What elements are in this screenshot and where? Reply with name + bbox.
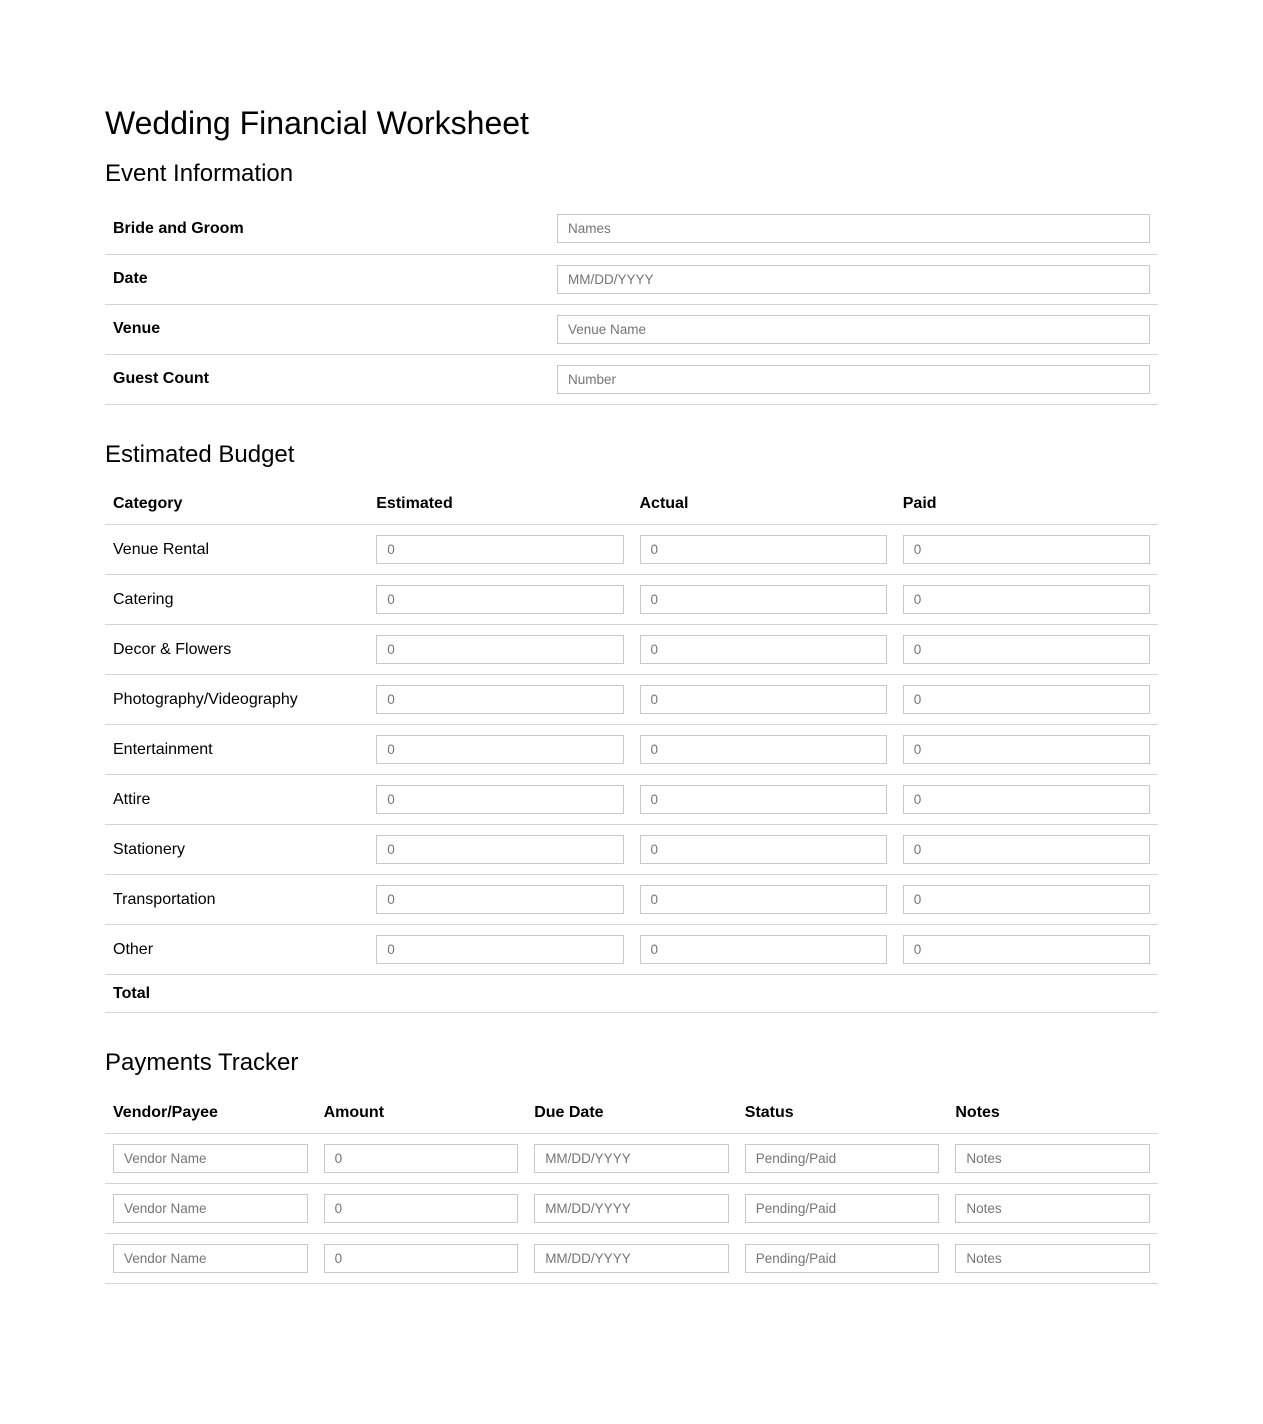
budget-row [105, 675, 1158, 725]
date-label: Date [105, 254, 549, 304]
budget-row [105, 775, 1158, 825]
photography-videography-actual-input[interactable] [640, 685, 887, 714]
entertainment-actual-input[interactable] [640, 735, 887, 764]
payments-tracker-table [105, 1093, 1158, 1284]
attire-paid-input[interactable] [903, 785, 1150, 814]
budget-total-label: Total [105, 975, 368, 1013]
payments-col-status: Status [737, 1093, 948, 1133]
budget-category-label: Photography/Videography [105, 675, 368, 725]
budget-row [105, 925, 1158, 975]
budget-total-row [105, 975, 1158, 1013]
payments-col-vendor: Vendor/Payee [105, 1093, 316, 1133]
budget-category-label: Entertainment [105, 725, 368, 775]
budget-row [105, 525, 1158, 575]
budget-total-cell [895, 975, 1158, 1013]
other-paid-input[interactable] [903, 935, 1150, 964]
budget-total-cell [632, 975, 895, 1013]
photography-videography-estimated-input[interactable] [376, 685, 623, 714]
stationery-paid-input[interactable] [903, 835, 1150, 864]
payments-col-due-date: Due Date [526, 1093, 737, 1133]
budget-row [105, 575, 1158, 625]
transportation-actual-input[interactable] [640, 885, 887, 914]
budget-category-label: Attire [105, 775, 368, 825]
payment-notes-input[interactable] [955, 1144, 1150, 1173]
decor-flowers-paid-input[interactable] [903, 635, 1150, 664]
event-information-heading: Event Information [105, 160, 294, 187]
payment-due-date-input[interactable] [534, 1144, 729, 1173]
transportation-paid-input[interactable] [903, 885, 1150, 914]
entertainment-estimated-input[interactable] [376, 735, 623, 764]
payment-due-date-input[interactable] [534, 1194, 729, 1223]
budget-category-label: Catering [105, 575, 368, 625]
payment-amount-input[interactable] [324, 1244, 519, 1273]
venue-rental-paid-input[interactable] [903, 535, 1150, 564]
payments-col-notes: Notes [947, 1093, 1158, 1133]
venue-rental-estimated-input[interactable] [376, 535, 623, 564]
payments-tracker-heading: Payments Tracker [105, 1049, 299, 1076]
budget-header-row [105, 485, 1158, 525]
bride-groom-label: Bride and Groom [105, 204, 549, 254]
payment-row [105, 1133, 1158, 1183]
guest-count-input[interactable] [557, 365, 1150, 394]
catering-paid-input[interactable] [903, 585, 1150, 614]
venue-rental-actual-input[interactable] [640, 535, 887, 564]
date-input[interactable] [557, 265, 1150, 294]
payment-vendor-input[interactable] [113, 1194, 308, 1223]
decor-flowers-actual-input[interactable] [640, 635, 887, 664]
budget-category-label: Other [105, 925, 368, 975]
payment-row [105, 1183, 1158, 1233]
budget-row [105, 875, 1158, 925]
other-actual-input[interactable] [640, 935, 887, 964]
stationery-estimated-input[interactable] [376, 835, 623, 864]
event-row-venue [105, 304, 1158, 354]
payment-status-input[interactable] [745, 1244, 940, 1273]
catering-actual-input[interactable] [640, 585, 887, 614]
attire-estimated-input[interactable] [376, 785, 623, 814]
budget-category-label: Transportation [105, 875, 368, 925]
event-row-date [105, 254, 1158, 304]
budget-row [105, 625, 1158, 675]
guest-count-label: Guest Count [105, 354, 549, 404]
page-title: Wedding Financial Worksheet [105, 105, 529, 141]
budget-col-estimated: Estimated [368, 485, 631, 525]
venue-input[interactable] [557, 315, 1150, 344]
estimated-budget-heading: Estimated Budget [105, 440, 295, 468]
stationery-actual-input[interactable] [640, 835, 887, 864]
payment-amount-input[interactable] [324, 1194, 519, 1223]
payment-row [105, 1233, 1158, 1283]
photography-videography-paid-input[interactable] [903, 685, 1150, 714]
payment-vendor-input[interactable] [113, 1244, 308, 1273]
payment-vendor-input[interactable] [113, 1144, 308, 1173]
payment-amount-input[interactable] [324, 1144, 519, 1173]
decor-flowers-estimated-input[interactable] [376, 635, 623, 664]
payment-notes-input[interactable] [955, 1194, 1150, 1223]
budget-row [105, 725, 1158, 775]
attire-actual-input[interactable] [640, 785, 887, 814]
estimated-budget-table [105, 485, 1158, 1014]
transportation-estimated-input[interactable] [376, 885, 623, 914]
payment-status-input[interactable] [745, 1194, 940, 1223]
worksheet-page [105, 0, 1158, 1284]
payment-due-date-input[interactable] [534, 1244, 729, 1273]
bride-groom-input[interactable] [557, 214, 1150, 243]
budget-col-paid: Paid [895, 485, 1158, 525]
budget-category-label: Venue Rental [105, 525, 368, 575]
event-information-table [105, 204, 1158, 405]
payments-col-amount: Amount [316, 1093, 527, 1133]
budget-col-category: Category [105, 485, 368, 525]
payment-status-input[interactable] [745, 1144, 940, 1173]
payment-notes-input[interactable] [955, 1244, 1150, 1273]
venue-label: Venue [105, 304, 549, 354]
budget-total-cell [368, 975, 631, 1013]
budget-category-label: Decor & Flowers [105, 625, 368, 675]
event-row-guest-count [105, 354, 1158, 404]
budget-category-label: Stationery [105, 825, 368, 875]
entertainment-paid-input[interactable] [903, 735, 1150, 764]
catering-estimated-input[interactable] [376, 585, 623, 614]
budget-col-actual: Actual [632, 485, 895, 525]
payments-header-row [105, 1093, 1158, 1133]
event-row-bride-groom [105, 204, 1158, 254]
budget-row [105, 825, 1158, 875]
other-estimated-input[interactable] [376, 935, 623, 964]
